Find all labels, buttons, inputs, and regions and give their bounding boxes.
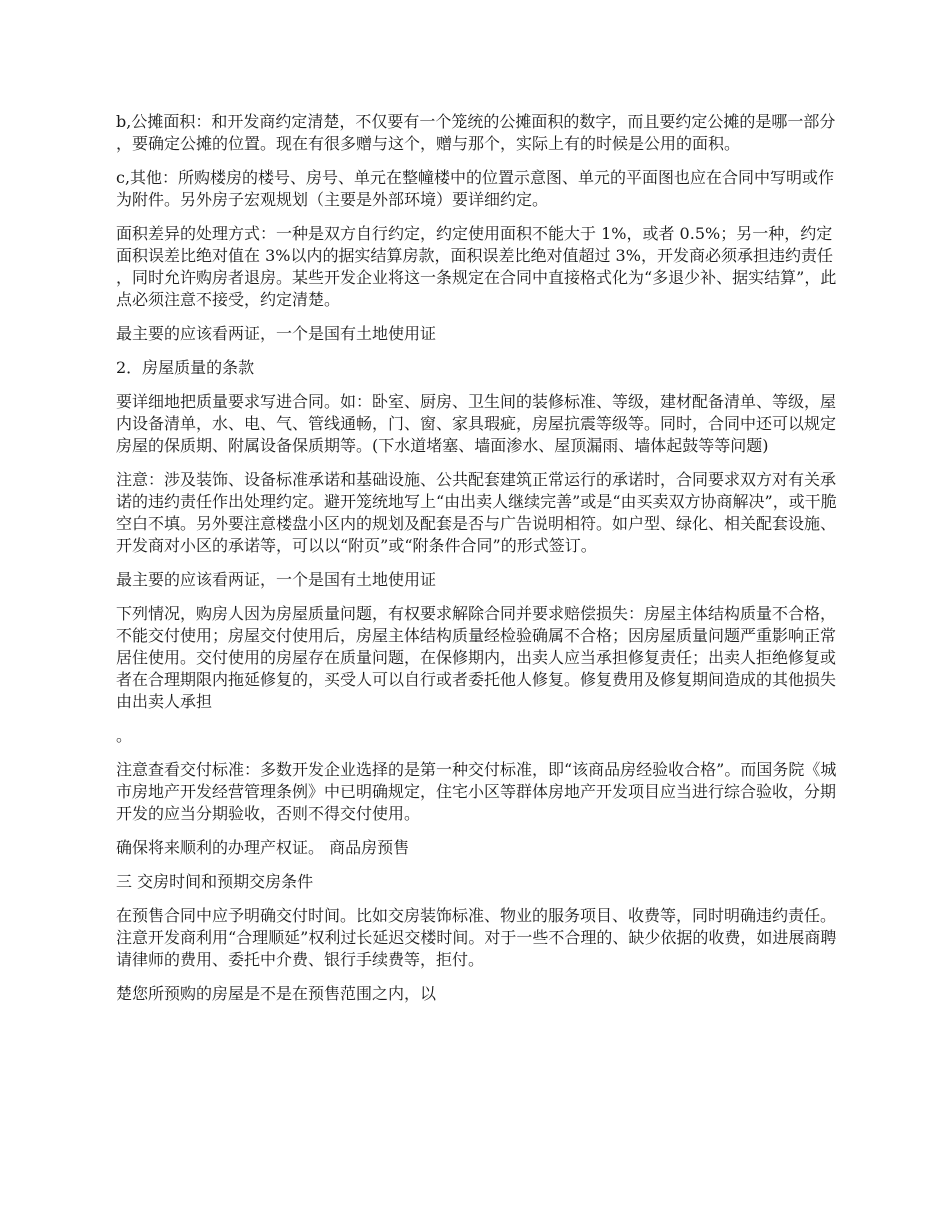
paragraph-quality-requirements: 要详细地把质量要求写进合同。如：卧室、厨房、卫生间的装修标准、等级，建材配备清单、等级，屋内设备清单，水、电、气、管线通畅，门、窗、家具瑕疵，房屋抗震等级等。同时，合同中还可以规定房屋的保质期、附属设备保质期等。(下水道堵塞、墙面渗水、屋顶漏雨、墙体起鼓等等问题) bbox=[116, 392, 837, 455]
paragraph-attention-commitments: 注意：涉及装饰、设备标准承诺和基础设施、公共配套建筑正常运行的承诺时，合同要求双方对有关承诺的违约责任作出处理约定。避开笼统地写上“由出卖人继续完善”或是“由买卖双方协商解决”，或干脆空白不填。另外要注意楼盘小区内的规划及配套是否与广告说明相符。如户型、绿化、相关配套设施、开发商对小区的承诺等，可以以“附页”或“附条件合同”的形式签订。 bbox=[116, 470, 837, 555]
paragraph-delivery-time: 在预售合同中应予明确交付时间。比如交房装饰标准、物业的服务项目、收费等，同时明确违约责任。注意开发商利用“合理顺延”权利过长延迟交楼时间。对于一些不合理的、缺少依据的收费，如进展商聘请律师的费用、委托中介费、银行手续费等，拒付。 bbox=[116, 906, 837, 969]
paragraph-presale-scope: 楚您所预购的房屋是不是在预售范围之内，以 bbox=[116, 984, 437, 1003]
paragraph-period: 。 bbox=[116, 726, 133, 745]
paragraph-two-certificates: 最主要的应该看两证，一个是国有土地使用证 bbox=[116, 324, 437, 343]
paragraph-property-certificate: 确保将来顺利的办理产权证。 商品房预售 bbox=[116, 838, 410, 857]
paragraph-termination-conditions: 下列情况，购房人因为房屋质量问题，有权要求解除合同并要求赔偿损失：房屋主体结构质量不合格，不能交付使用；房屋交付使用后，房屋主体结构质量经检验确属不合格；因房屋质量问题严重影响正常居住使用。交付使用的房屋存在质量问题，在保修期内，出卖人应当承担修复责任；出卖人拒绝修复或者在合理期限内拖延修复的，买受人可以自行或者委托他人修复。修复费用及修复期间造成的其他损失由出卖人承担 bbox=[116, 604, 837, 711]
section-heading-delivery-time: 三 交房时间和预期交房条件 bbox=[116, 872, 314, 891]
paragraph-two-certificates-repeat: 最主要的应该看两证，一个是国有土地使用证 bbox=[116, 570, 437, 589]
paragraph-shared-area: b,公摊面积：和开发商约定清楚，不仅要有一个笼统的公摊面积的数字，而且要约定公摊的是哪一部分，要确定公摊的位置。现在有很多赠与这个，赠与那个，实际上有的时候是公用的面积。 bbox=[116, 112, 836, 153]
paragraph-area-difference: 面积差异的处理方式：一种是双方自行约定，约定使用面积不能大于 1%，或者 0.5%；另一种，约定面积误差比绝对值在 3%以内的据实结算房款，面积误差比绝对值超过 3%，开发商必须承担违约责任，同时允许购房者退房。某些开发企业将这一条规定在合同中直接格式化为“多退少补、据实结算”，此点必须注意不接受，约定清楚。 bbox=[116, 224, 837, 309]
paragraph-other-terms: c,其他：所购楼房的楼号、房号、单元在整幢楼中的位置示意图、单元的平面图也应在合同中写明或作为附件。另外房子宏观规划（主要是外部环境）要详细约定。 bbox=[116, 168, 835, 209]
paragraph-delivery-standard: 注意查看交付标准：多数开发企业选择的是第一种交付标准，即“该商品房经验收合格”。而国务院《城市房地产开发经营管理条例》中已明确规定，住宅小区等群体房地产开发项目应当进行综合验收，分期开发的应当分期验收，否则不得交付使用。 bbox=[116, 760, 837, 823]
document-body bbox=[116, 111, 838, 1017]
section-heading-quality-clause: 2．房屋质量的条款 bbox=[116, 358, 255, 377]
